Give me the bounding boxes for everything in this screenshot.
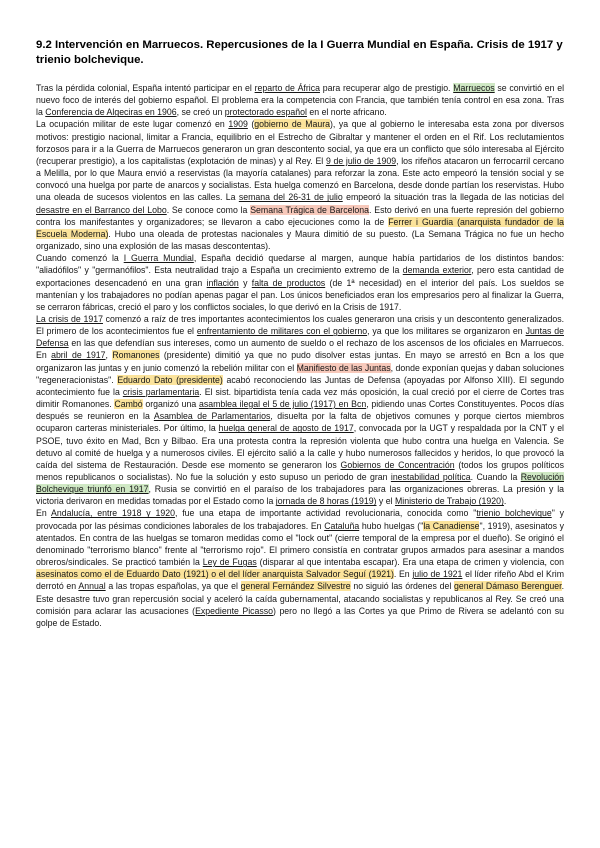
text-run: , <box>105 350 113 361</box>
emphasized-text: Manifiesto de las Juntas <box>296 362 391 373</box>
text-run: y <box>238 277 252 288</box>
text-run: . <box>503 496 507 507</box>
emphasized-text: huelga general de agosto de 1917 <box>218 423 354 434</box>
text-run: no siguió las órdenes del <box>350 581 454 592</box>
emphasized-text: Annual <box>78 581 106 592</box>
emphasized-text: inestabilidad política <box>390 472 471 482</box>
emphasized-text: 9 de julio de 1909 <box>325 155 397 166</box>
emphasized-text: Asamblea de Parlamentarios <box>153 411 271 422</box>
emphasized-text: gobierno de Maura <box>254 119 330 130</box>
text-run: . Se conoce como la <box>166 204 251 215</box>
text-run: , se creó un <box>176 107 225 118</box>
emphasized-text: Andalucía, entre 1918 y 1920 <box>51 508 175 519</box>
text-run: Tras la pérdida colonial, España intentó participar en el <box>36 83 255 93</box>
paragraph <box>36 82 564 118</box>
text-run: (disparar al que intentaba escapar). Era una etapa de crimen y violencia, con <box>256 557 565 568</box>
document-title: 9.2 Intervención en Marruecos. Repercusiones de la I Guerra Mundial en España. Crisis de 1917 y trienio bolchevique. <box>36 39 563 66</box>
paragraph <box>36 507 564 629</box>
emphasized-text: Gobiernos de Concentración <box>340 459 455 470</box>
text-run: ), ya que al gobierno le interesaba esta zona por diversos motivos: prestigio nacional, limitar a Francia, equilibrio en el Estrecho de Gibraltar y mantener el orden en el Rif. Los reclutamientos forzosos para ir a la Guerra de Marruecos generaron un gran descontento social, ya que era un conflicto que sólo interesaba al Ejército (recuperar prestigio), a los capitalistas (explotación de minas) y al Rey. El <box>36 119 564 166</box>
text-run: . Hubo una oleada de protestas nacionales y Maura dimitió de su puesto. (La Semana Trágica no fue un hecho organizado, sino una explosión de las masas descontentas). <box>36 228 564 252</box>
text-run: , pero esta cantidad de exportaciones desencadenó en una gran <box>36 265 564 288</box>
text-run: . Cuando la <box>470 472 521 482</box>
text-run: (de 1ª necesidad) en el interior del país. Los sueldos se mantenían y los trabajadores no podían apenas pagar el pan. Los únicos beneficiados eran los empresarios pero al finalizar la Guerra, se cerraron fábricas, creció el paro y los conflictos sociales, lo que derivó en la Crisis de 1917. <box>36 277 564 312</box>
text-run: , fue una etapa de importante actividad revolucionaria, conocida como " <box>174 508 477 519</box>
emphasized-text: Ministerio de Trabajo (1920) <box>394 496 504 507</box>
document-body <box>36 82 564 629</box>
emphasized-text: Eduardo Dato (presidente) <box>117 374 223 385</box>
text-run: ) pero no llegó a las Cortes ya que Primo de Rivera se adelantó con su golpe de Estado. <box>36 605 564 628</box>
emphasized-text: enfrentamiento de militares con el gobierno <box>196 326 368 337</box>
emphasized-text: crisis parlamentaria <box>122 386 200 397</box>
emphasized-text: I Guerra Mundial <box>123 253 194 264</box>
emphasized-text: asamblea ilegal el 5 de julio (1917) en Bcn <box>198 399 367 410</box>
emphasized-text: general Fernández Silvestre <box>240 581 351 592</box>
text-run: el líder rifeño Abd el Krim derrotó en <box>36 569 565 592</box>
text-run: , pidiendo unas Cortes Constituyentes. Pocos días después se reunieron en la <box>36 399 564 422</box>
emphasized-text: La crisis de 1917 <box>36 313 103 324</box>
emphasized-text: Semana Trágica de Barcelona <box>250 204 370 215</box>
text-run: organizó una <box>142 399 199 410</box>
emphasized-text: Cataluña <box>324 520 360 531</box>
text-run: , los rifeños atacaron un ferrocarril cercano a Melilla, por lo que Maura envió a reservistas (la mayoría catalanes) para reforzar la zona. Este acto empeoró la tensión social y se convocó una huelga por parte de anarcos y socialistas. Esta huelga comenzó en Barcelona, desde donde partían los reservistas. Hubo una oleada de sucesos violentos en las calles. La <box>36 155 565 203</box>
text-run: a las tropas españolas, ya que el <box>105 581 241 592</box>
emphasized-text: Conferencia de Algeciras en 1906 <box>45 107 177 118</box>
text-run: (todos los grupos políticos menos republicanos o socialistas). No fue la solución y esto supuso un periodo de gran <box>36 459 564 482</box>
text-run: , ya que los militares se organizaron en <box>367 326 526 337</box>
paragraph <box>36 252 564 313</box>
emphasized-text: falta de productos <box>251 277 326 288</box>
emphasized-text: Ferrer i Guardia (anarquista fundador de la Escuela Moderna) <box>36 216 564 239</box>
text-run: acabó reconociendo las Juntas de Defensa (apoyadas por Alfonso XIII). El segundo acontecimiento fue la <box>36 374 564 397</box>
emphasized-text: general Dámaso Berenguer <box>453 581 562 592</box>
text-run: en las que defendían sus intereses, como un aumento de sueldo o el rechazo de los ascensos de los oficiales en Marruecos. En <box>36 338 564 361</box>
text-run: , Rusia se convirtió en el paraíso de los trabajadores para las organizaciones obreras. La presión y la victoria derivaron en medidas tomadas por el Estado como la <box>36 484 565 507</box>
emphasized-text: reparto de África <box>254 83 320 93</box>
text-run: para recuperar algo de prestigio. <box>319 83 454 93</box>
text-run: En <box>36 508 52 519</box>
text-run: hubo huelgas (" <box>359 520 424 531</box>
text-run: , convocada por la UGT y respaldada por la CNT y el PSOE, tuvo éxito en Mad, Bcn y Bilbao. Era una protesta contra la represión violenta que hubo contra una huelga en Valencia. Se detuvo al comité de huelga y a numerosos civiles. El ejército salió a la calle y hubo numerosos fallecidos y heridos, lo que provocó la caída del sistema de Restauración. Desde ese momento se generaron los <box>36 423 565 470</box>
emphasized-text: desastre en el Barranco del Lobo <box>36 204 167 215</box>
emphasized-text: demanda exterior <box>402 265 472 276</box>
emphasized-text: abril de 1917 <box>51 350 106 361</box>
emphasized-text: julio de 1921 <box>412 569 463 580</box>
emphasized-text: Expediente Picasso <box>195 605 274 616</box>
text-run: La ocupación militar de este lugar comenzó en <box>36 119 229 130</box>
text-run: comenzó a raíz de tres importantes acontecimientos los cuales generaron una crisis y un descontento generalizados. El primero de los acontecimientos fue el <box>36 313 564 337</box>
emphasized-text: Revolución Bolchevique triunfó en 1917 <box>36 472 564 495</box>
text-run: en el norte africano. <box>306 107 387 118</box>
emphasized-text: Cambó <box>114 399 143 410</box>
text-run: . El sist. bipartidista tenía cada vez más oposición, la cual creció por el cierre de Cortes tras dimitir Romanones. <box>36 386 565 410</box>
text-run: , España decidió quedarse al margen, aunque había partidarios de los distintos bandos: "aliadófilos" y "germanófilos". Esta neutralidad trajo a España un crecimiento extremo de la <box>36 253 564 276</box>
emphasized-text: Juntas de Defensa <box>36 326 564 349</box>
text-run: , disuelta por la falta de objetivos comunes y porque ciertos miembros ocuparon carteras ministeriales. Por último, la <box>36 411 564 434</box>
text-run: ( <box>247 119 255 130</box>
text-run: . Esto derivó en una fuerte represión del gobierno contra los manifestantes y organizadores; se llevaron a cabo ejecuciones como la de <box>36 204 565 227</box>
emphasized-text: Romanones <box>112 350 160 361</box>
emphasized-text: protectorado español <box>224 107 307 118</box>
paragraph <box>36 313 564 508</box>
text-run: , donde exponían quejas y daban soluciones "regeneracionistas". <box>36 362 564 385</box>
text-run: se convirtió en el nuevo foco de interés del gobierno español. El problema era la competencia con Francia, que también tenía control en esa zona. Tras la <box>36 83 565 118</box>
emphasized-text: Ley de Fugas <box>202 557 257 568</box>
emphasized-text: asesinatos como el de Eduardo Dato (1921) o el del líder anarquista Salvador Seguí (1921) <box>36 569 394 580</box>
text-run: ", 1919), asesinatos y atentados. En contra de las huelgas se tomaron medidas como el "lock out" (cierre temporal de la empresa por el dueño). Se originó el denominado "terrorismo blanco" frente al "terrorismo rojo". El primero consistía en contratar grupos armados para asesinar a mandos obreros/sindicales. Se practicó también la <box>36 520 564 568</box>
text-run: . Este desastre tuvo gran repercusión social y aceleró la caída gubernamental, atacando socialistas y republicanos al Rey. Se creó una comisión para aclarar las acusaciones ( <box>36 581 564 616</box>
paragraph <box>36 118 564 252</box>
emphasized-text: Marruecos <box>453 83 495 93</box>
emphasized-text: la Canadiense <box>423 520 480 531</box>
text-run: Cuando comenzó la <box>36 253 124 264</box>
text-run: . En <box>393 569 413 580</box>
text-run: (presidente) dimitió ya que no pudo disolver estas juntas. En mayo se arrestó en Bcn a los que organizaron las juntas y en junio comenzó la rebelión militar con el <box>36 350 564 373</box>
emphasized-text: 1909 <box>228 119 248 130</box>
emphasized-text: inflación <box>206 277 239 288</box>
text-run: empeoró la situación tras la llegada de las noticias del <box>342 192 564 203</box>
emphasized-text: jornada de 8 horas (1919) <box>275 496 377 507</box>
text-run: y el <box>376 496 395 507</box>
emphasized-text: trienio bolchevique <box>476 508 552 519</box>
emphasized-text: semana del 26-31 de julio <box>238 192 343 203</box>
text-run: " y provocada por las pésimas condiciones laborales de los trabajadores. En <box>36 508 564 531</box>
